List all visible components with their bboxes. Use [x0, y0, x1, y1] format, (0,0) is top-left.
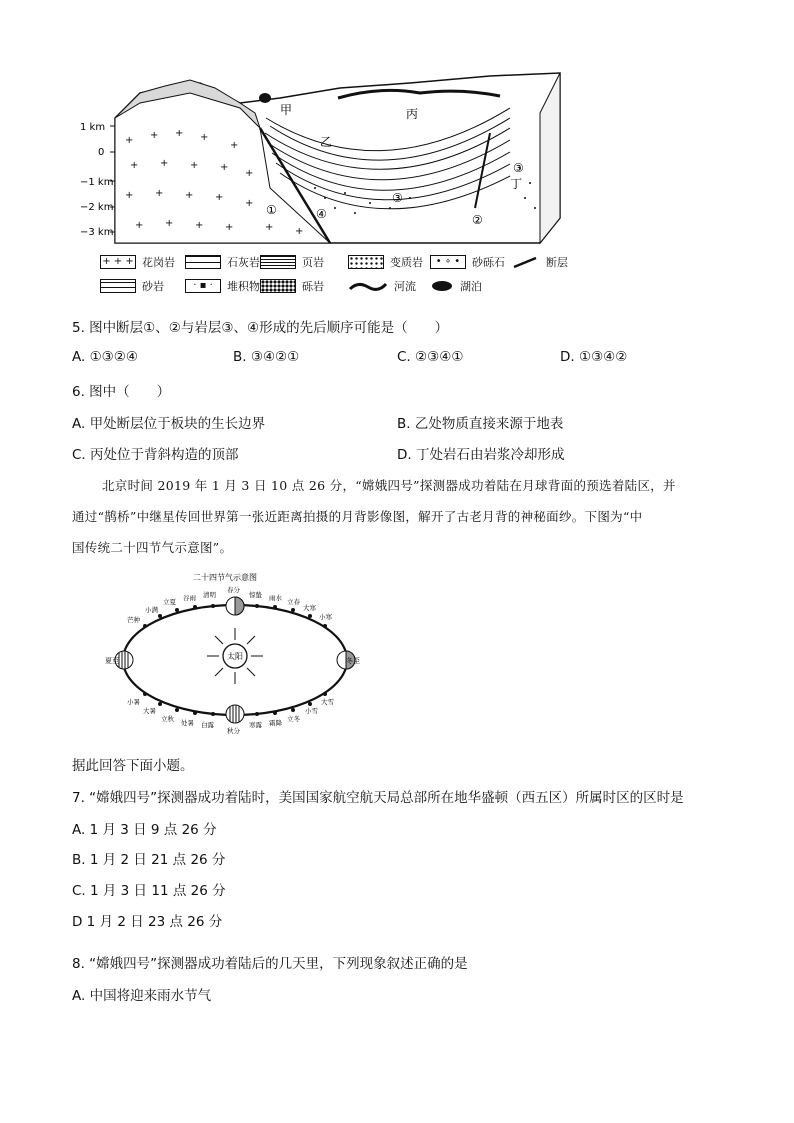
svg-text:+: +	[245, 198, 254, 209]
passage-line-2: 通过“鹊桥”中继星传回世界第一张近距离拍摄的月背影像图，解开了古老月背的神秘面纱。下图为“中	[72, 509, 643, 524]
q6-option-d[interactable]: D. 丁处岩石由岩浆冷却形成	[397, 447, 565, 463]
question-8-stem: 8. “嫦娥四号”探测器成功着陆后的几天里，下列现象叙述正确的是	[72, 956, 468, 972]
svg-text:+: +	[190, 160, 199, 171]
axis-label-0: 0	[98, 147, 105, 158]
label-bing: 丙	[406, 107, 419, 121]
q6-option-a[interactable]: A. 甲处断层位于板块的生长边界	[72, 416, 266, 432]
axis-label-m3km: −3 km	[80, 227, 114, 238]
term-qingming: 清明	[203, 591, 216, 599]
legend-limestone: 石灰岩	[185, 254, 260, 270]
term-bailu: 白露	[201, 721, 214, 729]
term-xiaoman: 小满	[145, 606, 158, 614]
svg-text:+: +	[220, 162, 229, 173]
svg-text:+: +	[245, 168, 254, 179]
svg-text:+: +	[125, 190, 134, 201]
passage	[72, 470, 722, 563]
legend-lake: 湖泊	[430, 278, 482, 294]
svg-text:+: +	[155, 188, 164, 199]
passage-line-3: 国传统二十四节气示意图”。	[72, 540, 233, 555]
term-xiaoshu: 小暑	[127, 698, 140, 706]
svg-text:+: +	[160, 158, 169, 169]
term-lixia: 立夏	[163, 598, 176, 606]
term-chushu: 处暑	[181, 719, 194, 727]
svg-text:+: +	[135, 220, 144, 231]
q6-option-c[interactable]: C. 丙处位于背斜构造的顶部	[72, 447, 239, 463]
answer-intro: 据此回答下面小题。	[72, 758, 194, 774]
q5-option-c[interactable]: C. ②③④①	[397, 349, 464, 365]
q7-option-b[interactable]: B. 1 月 2 日 21 点 26 分	[72, 852, 226, 868]
label-yi: 乙	[320, 135, 333, 149]
svg-text:+: +	[195, 220, 204, 231]
label-stratum-4: ④	[316, 207, 327, 221]
svg-text:+: +	[185, 190, 194, 201]
label-fault-2: ②	[472, 213, 483, 227]
legend-fault: 断层	[512, 254, 568, 270]
term-daxue: 大雪	[321, 698, 334, 706]
term-summer-solstice: 夏至	[105, 657, 119, 665]
q8-option-a[interactable]: A. 中国将迎来雨水节气	[72, 988, 212, 1004]
term-yushui: 雨水	[269, 594, 282, 602]
axis-label-1km: 1 km	[80, 122, 106, 133]
term-hanlu: 寒露	[249, 721, 262, 729]
term-xiaoxue: 小雪	[305, 707, 318, 715]
sun-label: 太阳	[227, 652, 243, 661]
term-shuangjiang: 霜降	[269, 719, 282, 727]
svg-text:+: +	[150, 130, 159, 141]
legend-shale: 页岩	[260, 254, 324, 270]
question-5-stem: 5. 图中断层①、②与岩层③、④形成的先后顺序可能是（ ）	[72, 320, 449, 336]
term-guyu: 谷雨	[183, 594, 196, 602]
q7-option-d[interactable]: D 1 月 2 日 23 点 26 分	[72, 914, 223, 930]
label-fault-1: ①	[266, 203, 277, 217]
term-qiufen: 秋分	[227, 727, 240, 735]
question-7-stem: 7. “嫦娥四号”探测器成功着陆时，美国国家航空航天局总部所在地华盛顿（西五区）所属时区的区时是	[72, 790, 684, 806]
legend-deposit: · ▪ · 堆积物	[185, 278, 260, 294]
svg-text:+: +	[230, 140, 239, 151]
q5-option-a[interactable]: A. ①③②④	[72, 349, 138, 365]
diagram-title: 二十四节气示意图	[193, 573, 257, 582]
svg-text:+: +	[265, 222, 274, 233]
q7-option-a[interactable]: A. 1 月 3 日 9 点 26 分	[72, 822, 217, 838]
term-dahan: 大寒	[303, 604, 316, 612]
label-stratum-3b: ③	[513, 161, 524, 175]
svg-text:+: +	[130, 160, 139, 171]
legend-sandstone: 砂岩	[100, 278, 164, 294]
svg-text:+: +	[295, 226, 304, 237]
term-mangzhong: 芒种	[127, 616, 140, 624]
passage-line-1: 北京时间 2019 年 1 月 3 日 10 点 26 分，“嫦娥四号”探测器成功着陆在月球背面的预选着陆区，并	[102, 478, 676, 493]
map-legend	[100, 252, 580, 298]
legend-conglomerate: 砾岩	[260, 278, 324, 294]
term-lichun: 立春	[287, 598, 300, 606]
solar-terms-diagram	[105, 570, 360, 740]
q5-option-b[interactable]: B. ③④②①	[233, 349, 300, 365]
axis-label-m1km: −1 km	[80, 177, 114, 188]
term-xiaohan: 小寒	[319, 613, 332, 621]
q6-option-b[interactable]: B. 乙处物质直接来源于地表	[397, 416, 564, 432]
svg-text:+: +	[225, 222, 234, 233]
legend-granite: + + + 花岗岩	[100, 254, 175, 270]
q5-option-d[interactable]: D. ①③④②	[560, 349, 628, 365]
term-lidong: 立冬	[287, 715, 300, 723]
label-ding: 丁	[510, 177, 523, 191]
svg-text:+: +	[175, 128, 184, 139]
svg-text:+: +	[125, 135, 134, 146]
svg-text:+: +	[215, 192, 224, 203]
legend-gravel: • ∘ • 砂砾石	[430, 254, 505, 270]
q7-option-c[interactable]: C. 1 月 3 日 11 点 26 分	[72, 883, 226, 899]
svg-text:+: +	[165, 218, 174, 229]
legend-river: 河流	[348, 278, 416, 294]
term-dashu: 大暑	[143, 707, 156, 715]
term-chunfen: 春分	[227, 586, 240, 594]
term-winter-solstice: 冬至	[346, 657, 360, 665]
axis-label-m2km: −2 km	[80, 202, 114, 213]
term-liqiu: 立秋	[161, 715, 174, 723]
label-stratum-3: ③	[392, 191, 403, 205]
legend-metamorphic: 变质岩	[348, 254, 423, 270]
question-6-stem: 6. 图中（ ）	[72, 384, 171, 400]
label-jia: 甲	[280, 103, 293, 117]
geologic-cross-section	[80, 58, 580, 248]
svg-text:+: +	[200, 132, 209, 143]
term-jingzhe: 惊蛰	[249, 591, 262, 599]
